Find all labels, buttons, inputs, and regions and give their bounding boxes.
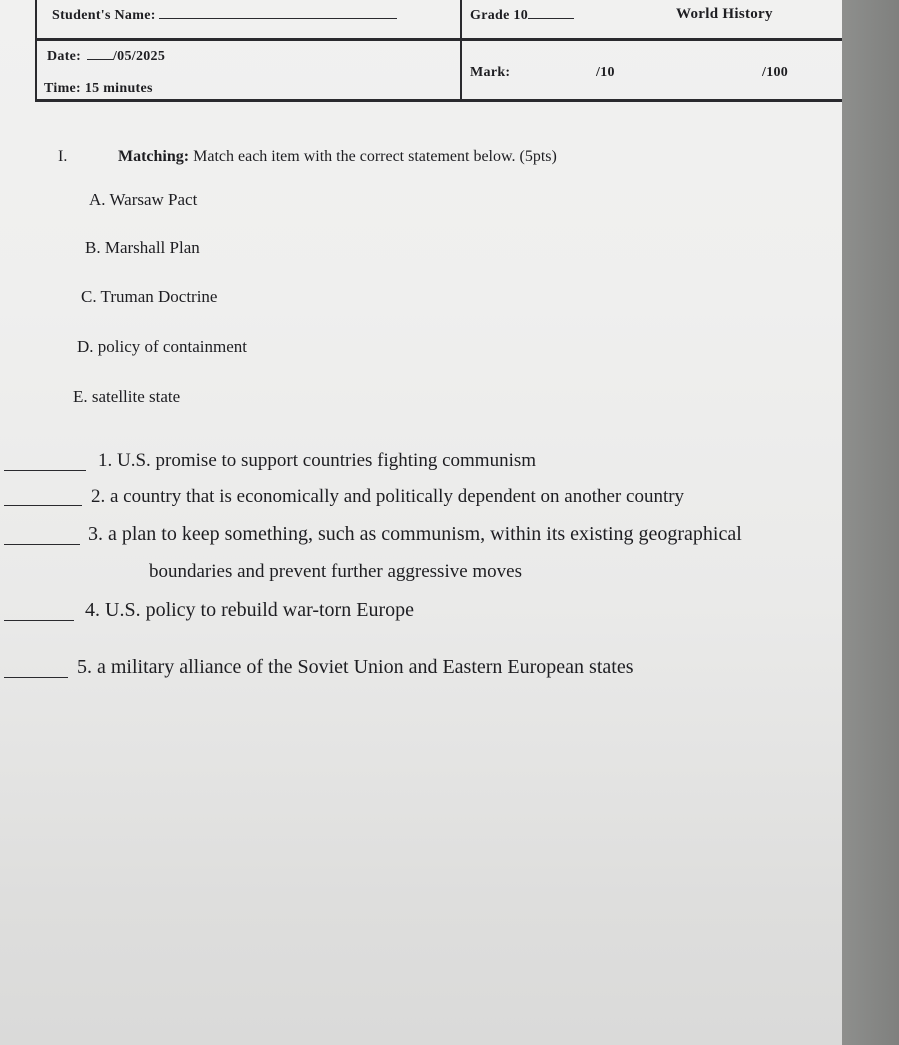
- header-bottom-border: [36, 99, 842, 102]
- section-title-bold: Matching:: [118, 148, 190, 165]
- statement-3-line-1: 3. a plan to keep something, such as communism, within its existing geographical: [88, 523, 742, 545]
- option-b: B. Marshall Plan: [85, 238, 200, 257]
- date-label: Date:: [47, 49, 82, 64]
- answer-blank-3[interactable]: [4, 544, 80, 545]
- answer-blank-2[interactable]: [4, 505, 82, 506]
- grade-blank: [528, 6, 574, 19]
- mark-out-of-10: /10: [596, 65, 615, 80]
- option-a: A. Warsaw Pact: [89, 190, 198, 209]
- mark-out-of-100: /100: [762, 65, 789, 80]
- option-e: E. satellite state: [73, 387, 181, 406]
- subject-title: World History: [676, 6, 773, 22]
- date-field: [47, 47, 165, 65]
- grade-field: [470, 6, 574, 24]
- section-title-rest: Match each item with the correct statement below. (5pts): [189, 148, 557, 165]
- grade-label: Grade 10: [470, 8, 529, 23]
- header-column-divider: [460, 0, 462, 102]
- statement-3-line-2: boundaries and prevent further aggressive moves: [149, 561, 523, 582]
- header-left-border: [35, 0, 37, 102]
- time-label: Time: 15 minutes: [44, 81, 153, 96]
- statement-5: 5. a military alliance of the Soviet Union and Eastern European states: [77, 656, 634, 678]
- statement-1: 1. U.S. promise to support countries fighting communism: [98, 450, 537, 471]
- date-value: /05/2025: [112, 49, 166, 64]
- statement-2: 2. a country that is economically and politically dependent on another country: [91, 486, 685, 507]
- mark-label: Mark:: [470, 65, 511, 80]
- answer-blank-1[interactable]: [4, 470, 86, 471]
- answer-blank-4[interactable]: [4, 620, 74, 621]
- answer-blank-5[interactable]: [4, 677, 68, 678]
- statement-4: 4. U.S. policy to rebuild war-torn Europe: [85, 599, 414, 621]
- section-number: I.: [58, 148, 68, 165]
- section-title: [118, 148, 557, 166]
- student-name-label: Student's Name:: [52, 8, 156, 23]
- option-c: C. Truman Doctrine: [81, 287, 218, 306]
- header-row-divider: [36, 38, 842, 41]
- option-d: D. policy of containment: [77, 337, 247, 356]
- background-surface: [842, 0, 899, 1045]
- student-name-field: [52, 6, 397, 24]
- student-name-blank: [159, 6, 397, 19]
- date-blank: [87, 47, 113, 60]
